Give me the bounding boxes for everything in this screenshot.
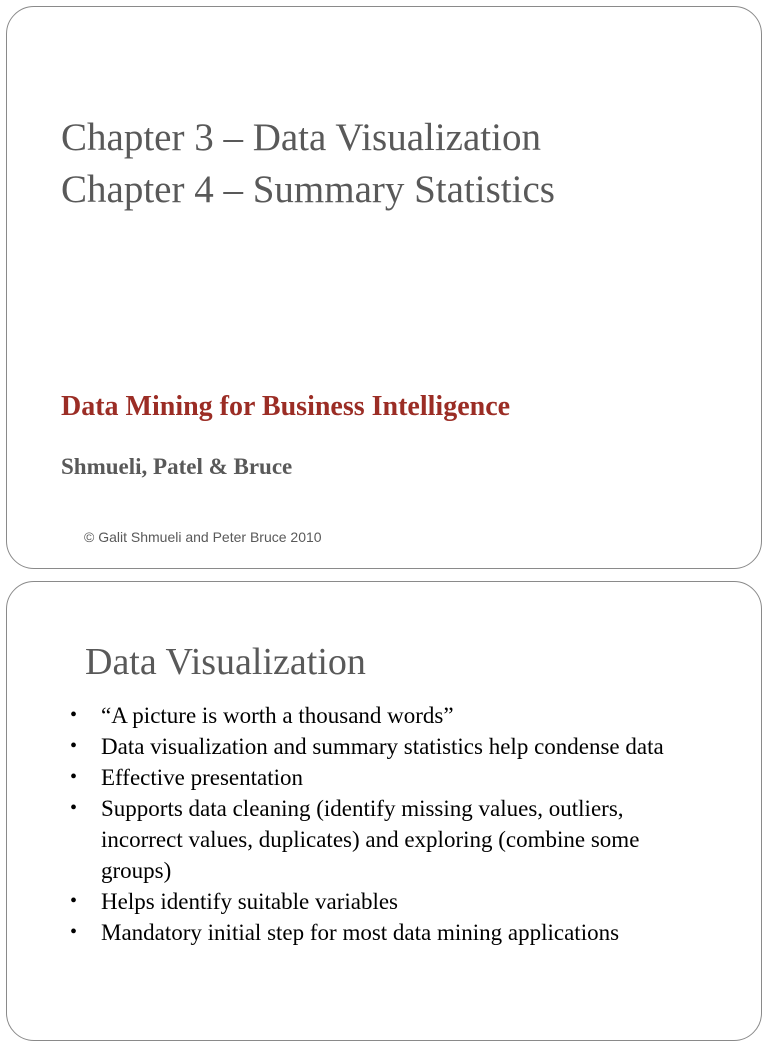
slide-data-visualization	[6, 581, 762, 1041]
bullet-item	[65, 731, 705, 762]
bullet-marker: •	[70, 890, 78, 912]
bullet-text: “A picture is worth a thousand words”	[101, 703, 454, 728]
bullet-text: Mandatory initial step for most data mining applications	[101, 920, 620, 945]
bullet-marker: •	[70, 766, 78, 788]
bullet-list	[65, 700, 705, 948]
bullet-item	[65, 762, 705, 793]
bullet-item	[65, 917, 705, 948]
bullet-text: Helps identify suitable variables	[101, 889, 399, 914]
bullet-text: Supports data cleaning (identify missing values, outliers, incorrect values, duplicates) and exploring (combine some groups)	[101, 796, 640, 883]
bullet-text: Data visualization and summary statistics help condense data	[101, 734, 664, 759]
title-line-chapter-4: Chapter 4 – Summary Statistics	[61, 168, 555, 211]
book-title: Data Mining for Business Intelligence	[61, 391, 511, 422]
bullet-item	[65, 793, 705, 886]
bullet-marker: •	[70, 921, 78, 943]
bullet-marker: •	[70, 735, 78, 757]
bullet-text: Effective presentation	[101, 765, 304, 790]
authors: Shmueli, Patel & Bruce	[61, 454, 293, 479]
bullet-marker: •	[70, 704, 78, 726]
slide-title-heading	[61, 112, 555, 216]
bullet-item	[65, 886, 705, 917]
bullet-marker: •	[70, 797, 78, 819]
copyright-notice: © Galit Shmueli and Peter Bruce 2010	[84, 529, 322, 545]
slide-heading: Data Visualization	[85, 641, 366, 683]
bullet-item	[65, 700, 705, 731]
title-line-chapter-3: Chapter 3 – Data Visualization	[61, 116, 541, 159]
slide-title	[6, 6, 762, 569]
